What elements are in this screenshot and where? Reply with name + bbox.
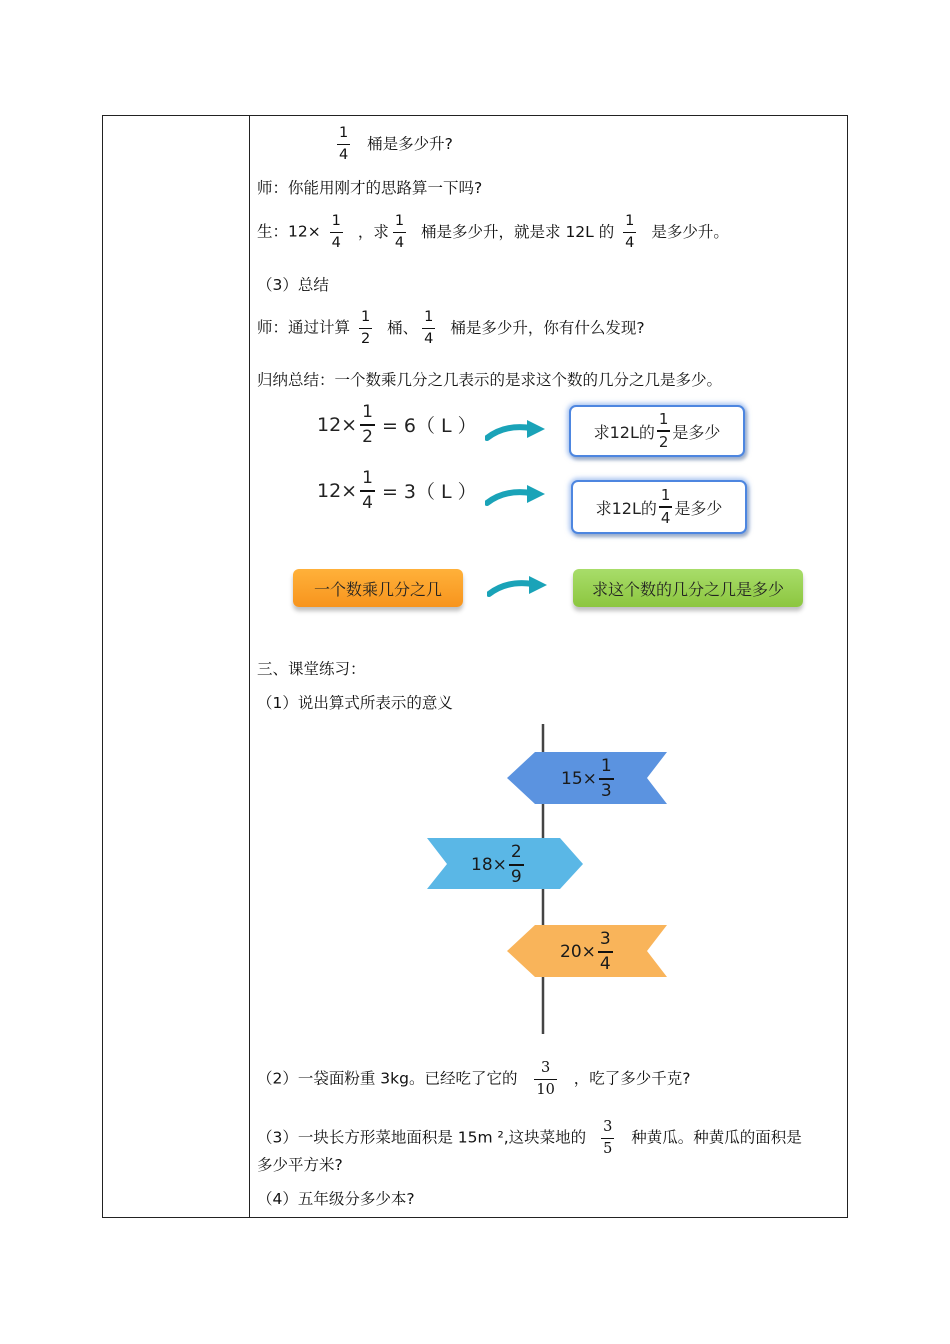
- fraction-1-4: $\frac{1}{4}$: [424, 309, 434, 347]
- fraction-1-4: $\frac{1}{4}$: [362, 468, 373, 513]
- conclusion-line: 归纳总结：一个数乘几分之几表示的是求这个数的几分之几是多少。: [257, 371, 723, 389]
- student-answer-line: 生：12× $\frac{1}{4}$ ，求 $\frac{1}{4}$ 桶是多少升，就是求 12L 的 $\frac{1}{4}$ 是多少升。: [257, 213, 729, 251]
- sign-label-18: 18× $\frac{2}{9}$: [471, 842, 522, 887]
- fraction-1-4: $\frac{1}{4}$: [339, 125, 349, 163]
- signpost-diagram: [403, 721, 683, 1037]
- sign-label-20: 20× $\frac{3}{4}$: [560, 929, 611, 974]
- arrow-right-icon: [485, 418, 549, 444]
- meaning-box-half: 求12L的 $\frac{1}{2}$ 是多少: [569, 405, 745, 457]
- fraction-1-4: $\frac{1}{4}$: [660, 486, 671, 527]
- column-divider: [249, 116, 250, 1217]
- rule-pill: 一个数乘几分之几: [293, 569, 463, 607]
- arrow-right-icon: [485, 483, 549, 509]
- fraction-3-4: $\frac{3}{4}$: [599, 929, 611, 974]
- fraction-1-2: $\frac{1}{2}$: [362, 402, 373, 447]
- meaning-box-quarter: 求12L的 $\frac{1}{4}$ 是多少: [571, 480, 747, 534]
- teacher-question-line: 师：你能用刚才的思路算一下吗?: [257, 179, 483, 197]
- fraction-1-4: $\frac{1}{4}$: [625, 213, 635, 251]
- fraction-1-4: $\frac{1}{4}$: [394, 213, 405, 251]
- equation-half: 12× $\frac{1}{2}$ = 6（ L ）: [317, 402, 477, 447]
- fraction-2-9: $\frac{2}{9}$: [510, 842, 522, 887]
- fraction-3-10: $\frac{3}{10}$: [536, 1060, 555, 1098]
- lesson-plan-table: [102, 115, 848, 1218]
- fraction-1-4: $\frac{1}{4}$: [331, 213, 341, 251]
- teacher-discovery-line: 师：通过计算 $\frac{1}{2}$ 桶、 $\frac{1}{4}$ 桶是多少升，你有什么发现?: [257, 309, 645, 347]
- fraction-1-3: $\frac{1}{3}$: [600, 756, 612, 801]
- fraction-1-2: $\frac{1}{2}$: [360, 309, 371, 347]
- fraction-3-5: $\frac{3}{5}$: [603, 1119, 613, 1157]
- equation-quarter: 12× $\frac{1}{4}$ = 3（ L ）: [317, 468, 477, 513]
- summary-heading: （3）总结: [257, 276, 329, 294]
- practice-item-1: （1）说出算式所表示的意义: [257, 694, 453, 712]
- arrow-right-icon: [487, 574, 551, 600]
- sign-label-15: 15× $\frac{1}{3}$: [561, 756, 612, 801]
- practice-item-2: （2）一袋面粉重 3kg。已经吃了它的 $\frac{3}{10}$ ，吃了多少千克?: [257, 1060, 691, 1098]
- practice-item-3: （3）一块长方形菜地面积是 15m ²,这块菜地的 $\frac{3}{5}$ 种黄瓜。种黄瓜的面积是: [257, 1119, 802, 1157]
- practice-item-3-continued: 多少平方米?: [257, 1156, 343, 1174]
- practice-heading: 三、课堂练习：: [257, 660, 366, 678]
- practice-item-4: （4）五年级分多少本?: [257, 1190, 415, 1208]
- meaning-pill: 求这个数的几分之几是多少: [573, 569, 803, 607]
- fraction-1-2: $\frac{1}{2}$: [658, 410, 669, 451]
- line-quarter-bucket: $\frac{1}{4}$ 桶是多少升?: [339, 125, 453, 163]
